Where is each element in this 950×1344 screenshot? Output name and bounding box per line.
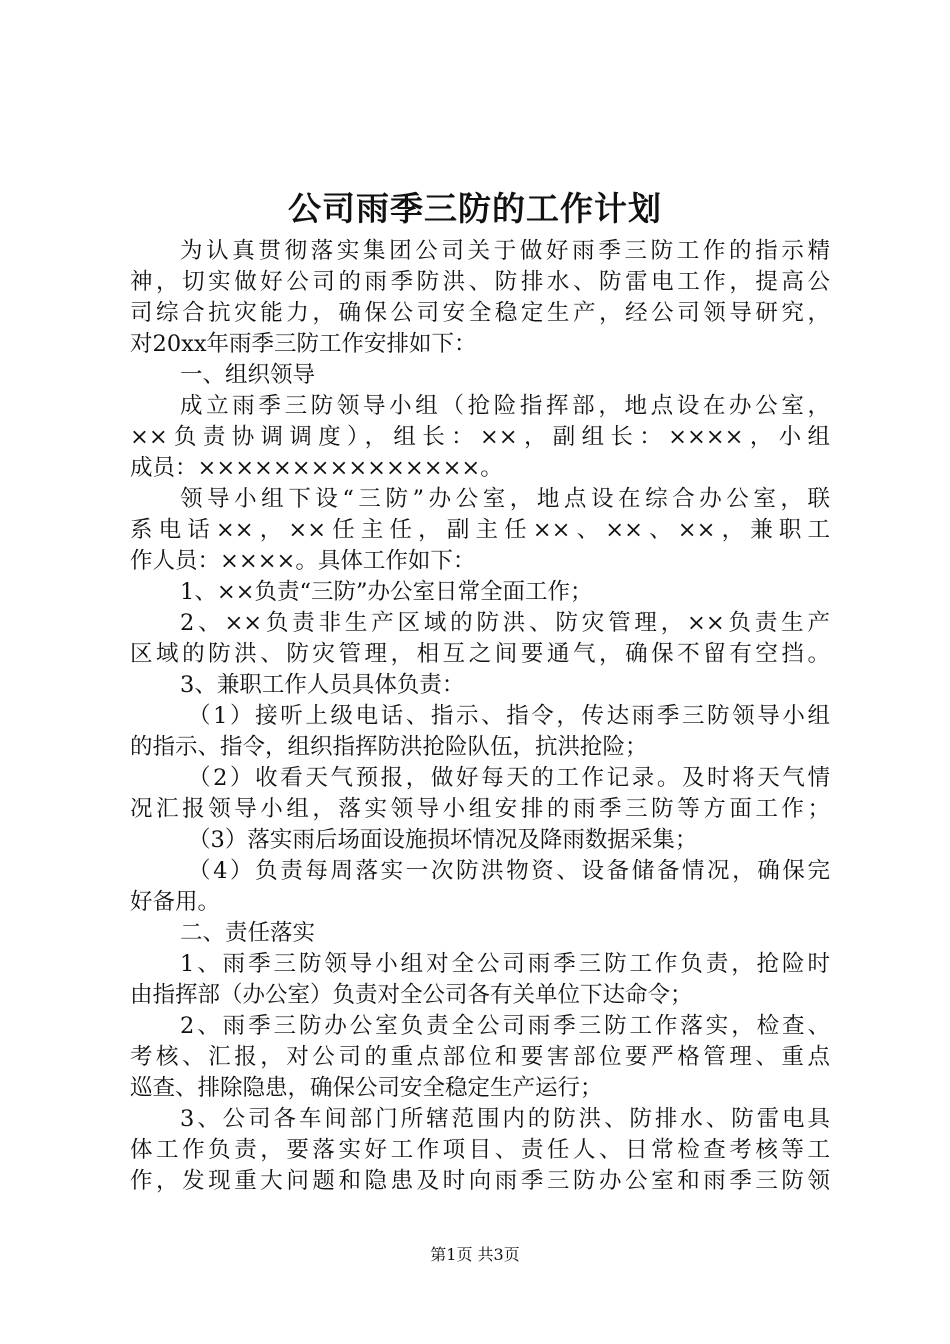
section-heading: 二、责任落实 xyxy=(180,920,316,946)
section-heading: 一、组织领导 xyxy=(180,362,316,388)
text-line: 巡查、排除隐患，确保公司安全稳定生产运行； xyxy=(130,1075,603,1101)
list-item: （2）收看天气预报，做好每天的工作记录。及时将天气情 xyxy=(188,765,830,791)
text-line: 司综合抗灾能力，确保公司安全稳定生产，经公司领导研究， xyxy=(130,300,830,326)
text-line: 作，发现重大问题和隐患及时向雨季三防办公室和雨季三防领 xyxy=(130,1168,830,1194)
text-line: 神，切实做好公司的雨季防洪、防排水、防雷电工作，提高公 xyxy=(130,269,830,295)
document-title: 公司雨季三防的工作计划 xyxy=(288,189,662,228)
list-item: 3、公司各车间部门所辖范围内的防洪、防排水、防雷电具 xyxy=(180,1106,830,1132)
list-item: 1、××负责“三防”办公室日常全面工作； xyxy=(180,579,593,605)
page-number: 第1页 共3页 xyxy=(430,1245,520,1264)
text-line: 区域的防洪、防灾管理，相互之间要通气，确保不留有空挡。 xyxy=(130,641,830,667)
text-line: 体工作负责，要落实好工作项目、责任人、日常检查考核等工 xyxy=(130,1137,830,1163)
text-line: 由指挥部（办公室）负责对全公司各有关单位下达命令； xyxy=(130,982,693,1008)
list-item: 3、兼职工作人员具体负责： xyxy=(180,672,465,698)
text-line: 考核、汇报，对公司的重点部位和要害部位要严格管理、重点 xyxy=(130,1044,830,1070)
list-item: 2、××负责非生产区域的防洪、防灾管理，××负责生产 xyxy=(180,610,830,636)
list-item: （3）落实雨后场面设施损坏情况及降雨数据采集； xyxy=(188,827,698,853)
document-body xyxy=(130,236,830,1197)
list-item: （1）接听上级电话、指示、指令，传达雨季三防领导小组 xyxy=(188,703,830,729)
text-line: 对20xx年雨季三防工作安排如下： xyxy=(130,331,477,357)
list-item: 2、雨季三防办公室负责全公司雨季三防工作落实，检查、 xyxy=(180,1013,830,1039)
text-line: ××负责协调调度），组长：××，副组长：××××，小组 xyxy=(130,424,830,450)
text-line: 成员：×××××××××××××××。 xyxy=(130,455,503,481)
text-line: 系电话××，××任主任，副主任××、××、××，兼职工 xyxy=(130,517,830,543)
text-line: 的指示、指令，组织指挥防洪抢险队伍，抗洪抢险； xyxy=(130,734,648,760)
text-line: 成立雨季三防领导小组（抢险指挥部，地点设在办公室， xyxy=(180,393,830,419)
text-line: 为认真贯彻落实集团公司关于做好雨季三防工作的指示精 xyxy=(180,238,830,264)
text-line: 领导小组下设“三防”办公室，地点设在综合办公室，联 xyxy=(180,486,830,512)
text-line: 况汇报领导小组，落实领导小组安排的雨季三防等方面工作； xyxy=(130,796,830,822)
text-line: 作人员：××××。具体工作如下： xyxy=(130,548,476,574)
list-item: （4）负责每周落实一次防洪物资、设备储备情况，确保完 xyxy=(188,858,830,884)
list-item: 1、雨季三防领导小组对全公司雨季三防工作负责，抢险时 xyxy=(180,951,830,977)
text-line: 好备用。 xyxy=(130,889,221,915)
